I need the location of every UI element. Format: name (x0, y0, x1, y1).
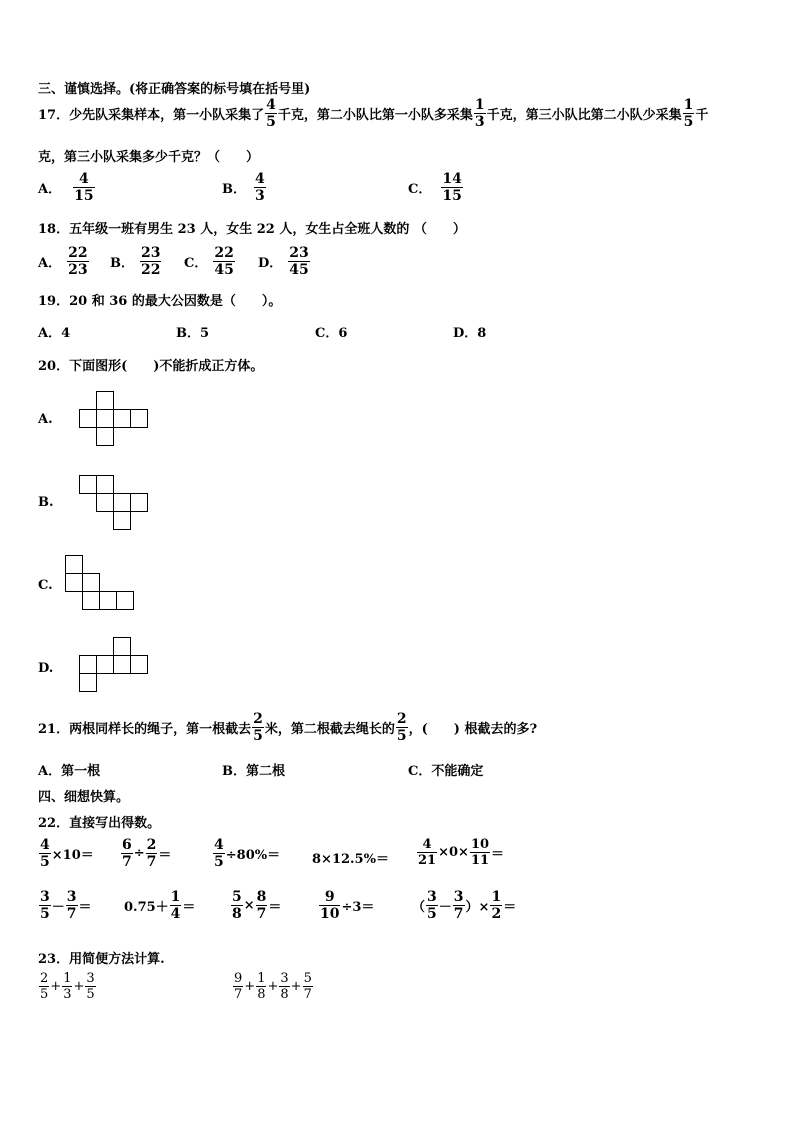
q20-text: 下面图形( )不能折成正方体。 (69, 359, 264, 374)
q23-number: 23． (38, 952, 70, 967)
q22-text: 直接写出得数。 (69, 816, 161, 831)
q17-option-c[interactable]: C． 14 15 (408, 171, 462, 204)
q20-number: 20． (38, 359, 70, 374)
q17-option-b[interactable]: B． 4 3 (222, 171, 265, 204)
q17-text-2: 千克，第二小队比第一小队多采集 (277, 108, 473, 123)
q17-option-a[interactable]: A． 4 15 (38, 171, 94, 204)
q19-text: 20 和 36 的最大公因数是（ ）。 (69, 294, 282, 309)
q17-fraction-2: 1 3 (474, 97, 485, 130)
q17-line2: 克，第三小队采集多少千克？（ ） (38, 150, 260, 165)
cube-net-c[interactable] (64, 554, 138, 614)
q19-option-d[interactable]: D．8 (453, 326, 487, 341)
q22-expr-10: （ 3 5 － 3 7 ）× $\frac{1}{2}$ ＝ (412, 889, 517, 922)
q21-option-a[interactable]: A．第一根 (38, 764, 101, 779)
q19-number: 19． (38, 294, 70, 309)
section-4-title: 四、细想快算。 (38, 790, 130, 805)
q18-option-c[interactable]: C． 22 45 (184, 245, 234, 278)
q21-fraction-2: 2 5 (396, 711, 407, 744)
q23-expr-1: 2 5 + $\frac{1}{3}$ + $\frac{3}{5}$ (40, 971, 95, 1002)
q22-expr-5: $\frac{4}{21}$ ×0× $\frac{10}{11}$ ＝ (418, 837, 505, 868)
q17-fraction-3: 1 5 (683, 97, 694, 130)
q23-line (38, 948, 165, 967)
q21-fraction-1: 2 5 (253, 711, 263, 744)
q21-line (38, 712, 537, 743)
q22-expr-4: 8×12.5%＝ (312, 852, 389, 867)
q22-expr-6: 3 5 － 3 7 ＝ (40, 889, 92, 922)
q22-expr-7: 0.75＋ 1 4 ＝ (124, 889, 196, 922)
q21-option-b[interactable]: B．第二根 (222, 764, 285, 779)
q17-fraction-1: 4 5 (266, 97, 276, 130)
q22-expr-3: $\frac{4}{5}$ ÷80%＝ (214, 837, 281, 870)
q21-text-3: ，( ) 根截去的多? (408, 722, 538, 737)
q18-option-d[interactable]: D． 23 45 (258, 245, 309, 278)
q17-number: 17． (38, 108, 70, 123)
q20-option-b-label[interactable]: B. (38, 495, 54, 510)
cube-net-d[interactable] (78, 636, 152, 696)
q20-line (38, 355, 263, 374)
q21-option-c[interactable]: C．不能确定 (408, 764, 484, 779)
q18-line (38, 218, 466, 237)
q22-expr-1: $\frac{4}{5}$ ×10＝ (40, 837, 94, 870)
q18-option-a[interactable]: A． 22 23 (38, 245, 88, 278)
q18-text: 五年级一班有男生 23 人，女生 22 人，女生占全班人数的 （ ） (69, 222, 466, 237)
q22-expr-9: $\frac{9}{10}$ ÷3＝ (320, 889, 375, 922)
q17-line1 (38, 98, 708, 129)
q17-text-4: 千 (695, 108, 709, 123)
q17-text-1: 少先队采集样本，第一小队采集了 (69, 108, 265, 123)
q22-line (38, 812, 160, 831)
q20-option-a-label[interactable]: A. (38, 412, 53, 427)
q21-text-1: 两根同样长的绳子，第一根截去 (69, 722, 252, 737)
q18-option-b[interactable]: B． 23 22 (110, 245, 161, 278)
q22-number: 22． (38, 816, 70, 831)
q23-text: 用简便方法计算. (69, 952, 165, 967)
q19-option-b[interactable]: B．5 (176, 326, 210, 341)
section-3-title: 三、谨慎选择。(将正确答案的标号填在括号里) (38, 82, 311, 97)
q19-option-c[interactable]: C．6 (315, 326, 348, 341)
q17-text-3: 千克，第三小队比第二小队少采集 (486, 108, 682, 123)
q23-expr-2: 9 7 + $\frac{1}{8}$ + $\frac{3}{8}$ + $\frac{5}{7}$ (234, 971, 312, 1002)
q19-line (38, 290, 281, 309)
q18-number: 18． (38, 222, 70, 237)
q22-expr-8: $\frac{5}{8}$ × $\frac{8}{7}$ ＝ (232, 889, 282, 922)
cube-net-b[interactable] (78, 474, 152, 534)
q20-option-c-label[interactable]: C. (38, 578, 53, 593)
q21-text-2: 米，第二根截去绳长的 (264, 722, 395, 737)
q20-option-d-label[interactable]: D. (38, 661, 54, 676)
q22-expr-2: $\frac{6}{7}$ ÷ $\frac{2}{7}$ ＝ (122, 837, 172, 870)
q19-option-a[interactable]: A．4 (38, 326, 71, 341)
cube-net-a[interactable] (78, 390, 152, 448)
q21-number: 21． (38, 722, 70, 737)
